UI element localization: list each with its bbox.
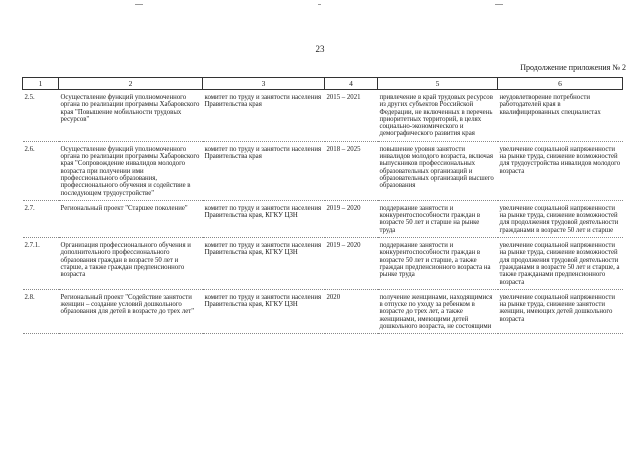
scan-artifact-left xyxy=(135,4,143,5)
expected-result: поддержание занятости и конкурентоспособности граждан в возрасте 50 лет и старше, а также граждан предпенсионного возраста на рынке труда xyxy=(378,238,498,290)
table-row xyxy=(23,90,623,142)
consequence: неудовлетворение потребности работодателей края в квалифицированных специалистах xyxy=(498,90,623,142)
row-number: 2.6. xyxy=(23,141,59,200)
expected-result: поддержание занятости и конкурентоспособности граждан в возрасте 50 лет и старше на рынке труда xyxy=(378,200,498,237)
expected-result: повышение уровня занятости инвалидов молодого возраста, включая выпускников профессиональных образовательных организаций и образовательных организаций высшего образования xyxy=(378,141,498,200)
row-number: 2.7.1. xyxy=(23,238,59,290)
period: 2020 xyxy=(325,289,378,333)
activity-name: Организация профессионального обучения и дополнительного профессионального образования граждан в возрасте 50 лет и старше, а также граждан предпенсионного возраста xyxy=(59,238,203,290)
period: 2019 – 2020 xyxy=(325,238,378,290)
scan-artifact-center xyxy=(318,4,321,5)
header-row xyxy=(23,78,623,90)
header-col-5: 5 xyxy=(378,78,498,90)
activity-name: Осуществление функций уполномоченного органа по реализации программы Хабаровского края "Сопровождение инвалидов молодого возраста при получении ими профессионального образования, профессионального обучения и содействие в последующем трудоустройстве" xyxy=(59,141,203,200)
table-row xyxy=(23,141,623,200)
consequence: увеличение социальной напряженности на рынке труда, снижение возможностей для трудоустройства инвалидов молодого возраста xyxy=(498,141,623,200)
header-col-4: 4 xyxy=(325,78,378,90)
row-number: 2.7. xyxy=(23,200,59,237)
continuation-label: Продолжение приложения № 2 xyxy=(520,63,626,72)
responsible-executor: комитет по труду и занятости населения Правительства края, КГКУ ЦЗН xyxy=(203,200,325,237)
header-col-6: 6 xyxy=(498,78,623,90)
period: 2015 – 2021 xyxy=(325,90,378,142)
row-number: 2.8. xyxy=(23,289,59,333)
table-row xyxy=(23,289,623,333)
consequence: увеличение социальной напряженности на рынке труда, снижение занятости женщин, имеющих детей дошкольного возраста xyxy=(498,289,623,333)
header-col-3: 3 xyxy=(203,78,325,90)
expected-result: привлечение в край трудовых ресурсов из других субъектов Российской Федерации, не включенных в перечень приоритетных территорий, в целях социально-экономического и демографического развития края xyxy=(378,90,498,142)
period: 2019 – 2020 xyxy=(325,200,378,237)
responsible-executor: комитет по труду и занятости населения Правительства края, КГКУ ЦЗН xyxy=(203,289,325,333)
page-number: 23 xyxy=(315,44,325,54)
activity-name: Региональный проект "Содействие занятости женщин – создание условий дошкольного образования для детей в возрасте до трех лет" xyxy=(59,289,203,333)
responsible-executor: комитет по труду и занятости населения Правительства края xyxy=(203,141,325,200)
table-row xyxy=(23,238,623,290)
responsible-executor: комитет по труду и занятости населения Правительства края, КГКУ ЦЗН xyxy=(203,238,325,290)
row-number: 2.5. xyxy=(23,90,59,142)
activity-name: Региональный проект "Старшее поколение" xyxy=(59,200,203,237)
table-row xyxy=(23,200,623,237)
period: 2018 – 2025 xyxy=(325,141,378,200)
appendix-table xyxy=(22,77,623,334)
consequence: увеличение социальной напряженности на рынке труда, снижение возможностей для продолжения трудовой деятельности гражданами в возрасте 50 лет и старше, а также гражданами предпенсионного возраста xyxy=(498,238,623,290)
activity-name: Осуществление функций уполномоченного органа по реализации программы Хабаровского края "Повышение мобильности трудовых ресурсов" xyxy=(59,90,203,142)
consequence: увеличение социальной напряженности на рынке труда, снижение возможностей для продолжения трудовой деятельности гражданами в возрасте 50 лет и старше xyxy=(498,200,623,237)
header-col-2: 2 xyxy=(59,78,203,90)
header-col-1: 1 xyxy=(23,78,59,90)
expected-result: получение женщинами, находящимися в отпуске по уходу за ребенком в возрасте до трех лет, а также женщинами, имеющими детей дошкольного возраста, не состоящими xyxy=(378,289,498,333)
responsible-executor: комитет по труду и занятости населения Правительства края xyxy=(203,90,325,142)
scan-artifact-right xyxy=(495,4,503,5)
